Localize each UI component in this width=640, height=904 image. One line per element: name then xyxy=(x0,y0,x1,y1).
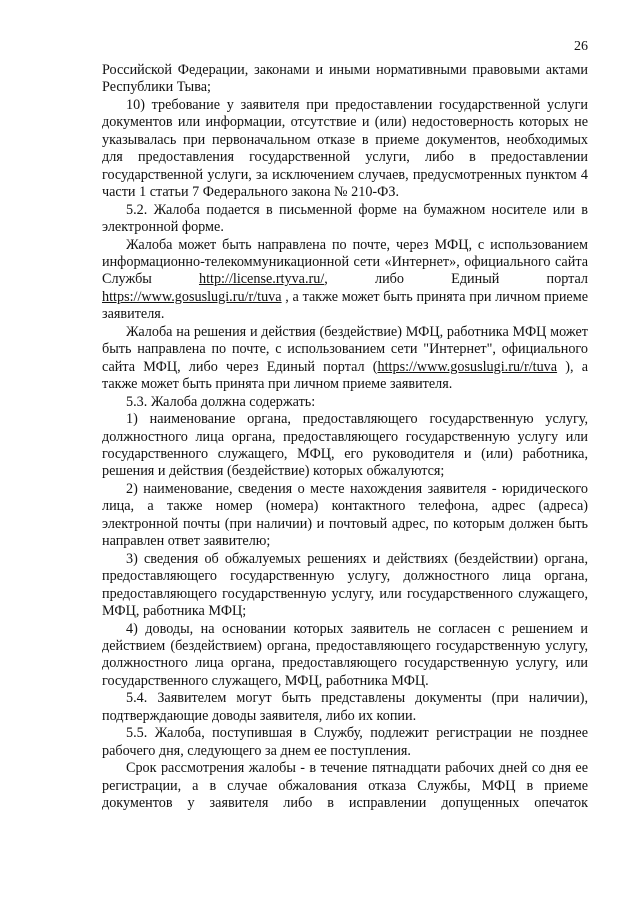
paragraph-text: ), а также может быть принята при личном приеме заявителя. xyxy=(102,358,588,393)
paragraph: 2) наименование, сведения о месте нахождения заявителя - юридического лица, а также номер (номера) контактного телефона, адрес (адреса) электронной почты (при наличии) и почтовый адрес, по которым должен быть направлен ответ заявителю; xyxy=(102,480,588,550)
paragraph: 4) доводы, на основании которых заявитель не согласен с решением и действием (бездействием) органа, предоставляющего государственную услугу, должностного лица органа, предоставляющего государственную услугу, или государственного служащего, МФЦ, работника МФЦ. xyxy=(102,620,588,689)
page-number: 26 xyxy=(574,39,588,54)
paragraph: 3) сведения об обжалуемых решениях и действиях (бездействии) органа, предоставляющего государственную услугу, должностного лица органа, предоставляющего государственную услугу, или государственного служащего, МФЦ, работника МФЦ; xyxy=(102,550,588,620)
gosuslugi-link[interactable]: https://www.gosuslugi.ru/r/tuva xyxy=(102,288,282,305)
paragraph: 5.3. Жалоба должна содержать: xyxy=(126,393,316,410)
paragraph: 1) наименование органа, предоставляющего государственную услугу, должностного лица органа, предоставляющего государственную услугу или государственного служащего, МФЦ, его руководителя и (или) работника, решения и действия (бездействие) которых обжалуются; xyxy=(102,411,588,480)
gosuslugi-link[interactable]: https://www.gosuslugi.ru/r/tuva xyxy=(377,358,558,375)
paragraph: 5.5. Жалоба, поступившая в Службу, подлежит регистрации не позднее рабочего дня, следующего за днем ее поступления. xyxy=(102,725,588,759)
paragraph: Срок рассмотрения жалобы - в течение пятнадцати рабочих дней со дня ее регистрации, а в случае обжалования отказа Службы, МФЦ в приеме документов у заявителя либо в исправлении допущенных опечаток xyxy=(102,760,588,812)
paragraph: 5.2. Жалоба подается в письменной форме на бумажном носителе или в электронной форме. xyxy=(102,201,588,236)
paragraph-text: Жалоба на решения и действия (бездействие) МФЦ, работника МФЦ может быть направлена по почте, с использованием сети "Интернет", официального сайта МФЦ, либо через Единый портал ( xyxy=(102,323,588,375)
license-site-link[interactable]: http://license.rtyva.ru/ xyxy=(198,271,325,288)
paragraph: Российской Федерации, законами и иными нормативными правовыми актами Республики Тыва; xyxy=(102,62,588,96)
paragraph-text: , а также может быть принята при личном приеме заявителя. xyxy=(102,288,588,323)
paragraph-text: , либо Единый портал xyxy=(324,271,588,288)
paragraph xyxy=(102,237,588,324)
document-body xyxy=(102,62,588,812)
paragraph xyxy=(102,324,588,394)
paragraph-text: Жалоба может быть направлена по почте, через МФЦ, с использованием информационно-телекоммуникационной сети «Интернет», официального сайта Службы xyxy=(102,236,588,288)
paragraph: 10) требование у заявителя при предоставлении государственной услуги документов или информации, отсутствие и (или) недостоверность которых не указывалась при первоначальном отказе в приеме документов, необходимых для предоставления государственной услуги, либо в предоставлении государственной услуги, за исключением случаев, предусмотренных пунктом 4 части 1 статьи 7 Федерального закона № 210-ФЗ. xyxy=(102,96,588,201)
paragraph: 5.4. Заявителем могут быть представлены документы (при наличии), подтверждающие доводы заявителя, либо их копии. xyxy=(102,690,588,724)
